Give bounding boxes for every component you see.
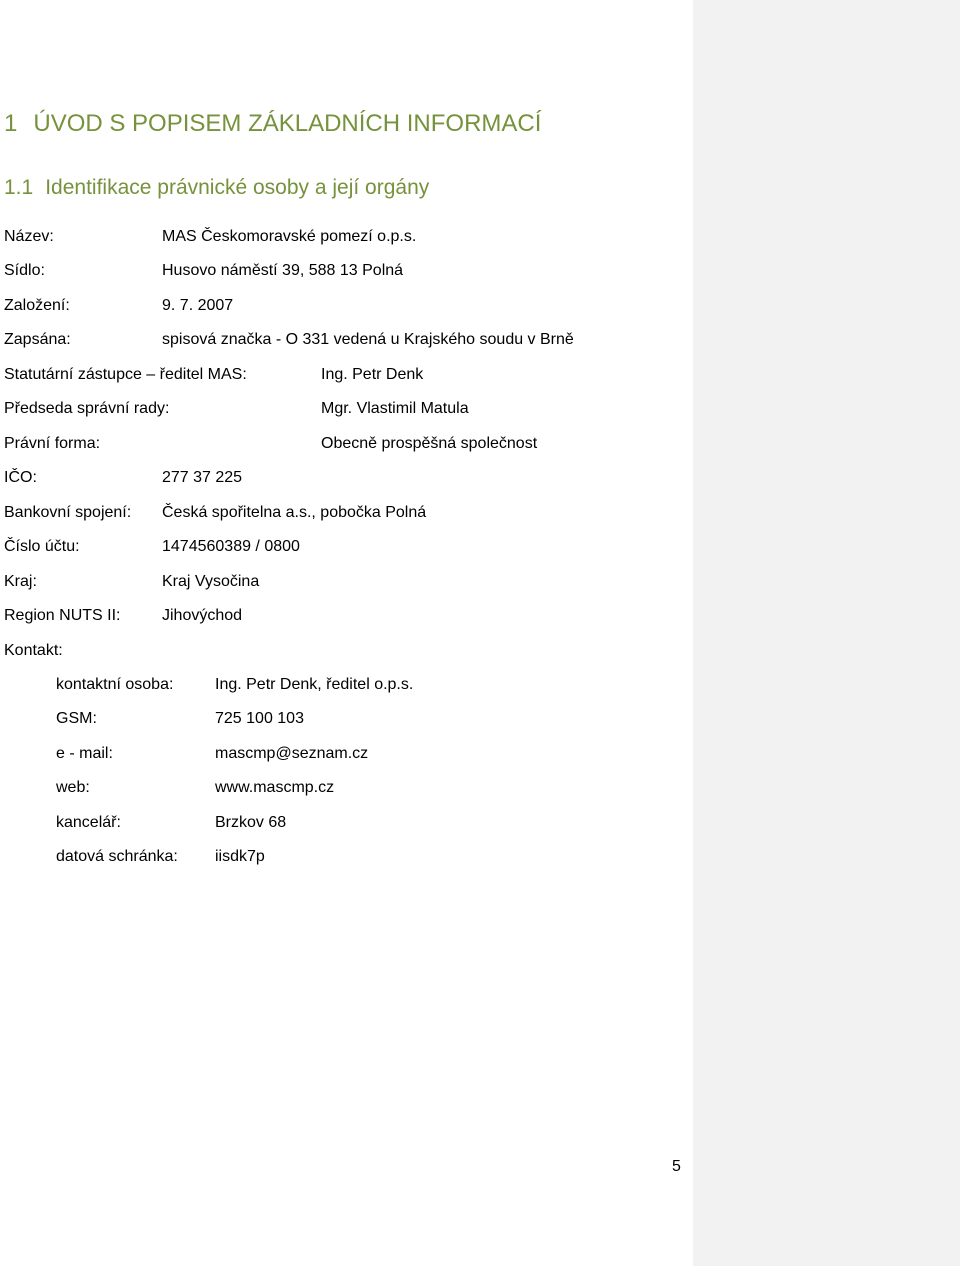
field-label: Založení: <box>4 297 70 314</box>
comment-margin-panel <box>693 0 960 1266</box>
field-label: Sídlo: <box>4 262 45 279</box>
field-label: Statutární zástupce – ředitel MAS: <box>4 366 247 383</box>
field-value: Husovo náměstí 39, 588 13 Polná <box>162 262 404 279</box>
field-label: IČO: <box>4 469 37 486</box>
field-value: MAS Českomoravské pomezí o.p.s. <box>162 228 417 245</box>
contact-value: Brzkov 68 <box>215 814 287 831</box>
heading-1 <box>4 110 541 138</box>
field-value: 9. 7. 2007 <box>162 297 234 314</box>
field-value: Česká spořitelna a.s., pobočka Polná <box>162 504 427 521</box>
contact-label: datová schránka: <box>56 848 178 865</box>
page-number: 5 <box>672 1158 681 1175</box>
field-label: Název: <box>4 228 54 245</box>
contact-value: www.mascmp.cz <box>215 779 335 796</box>
contact-label: web: <box>56 779 90 796</box>
field-label: Region NUTS II: <box>4 607 121 624</box>
contact-label: kancelář: <box>56 814 121 831</box>
heading-2-number: 1.1 <box>4 176 34 199</box>
field-label: Kontakt: <box>4 642 63 659</box>
contact-value: Ing. Petr Denk, ředitel o.p.s. <box>215 676 414 693</box>
field-label: Číslo účtu: <box>4 538 80 555</box>
field-value: 1474560389 / 0800 <box>162 538 300 555</box>
heading-2-text: Identifikace právnické osoby a její orgány <box>45 176 430 199</box>
contact-label: e - mail: <box>56 745 113 762</box>
heading-1-number: 1 <box>4 110 18 137</box>
field-value: Ing. Petr Denk <box>321 366 424 383</box>
field-label: Bankovní spojení: <box>4 504 132 521</box>
contact-label: kontaktní osoba: <box>56 676 174 693</box>
field-value: Obecně prospěšná společnost <box>321 435 538 452</box>
contact-label: GSM: <box>56 710 97 727</box>
field-value: spisová značka - O 331 vedená u Krajského soudu v Brně <box>162 331 574 348</box>
heading-1-text: ÚVOD S POPISEM ZÁKLADNÍCH INFORMACÍ <box>33 110 542 137</box>
heading-2 <box>4 176 429 200</box>
field-value: Mgr. Vlastimil Matula <box>321 400 469 417</box>
field-label: Zapsána: <box>4 331 71 348</box>
contact-value: iisdk7p <box>215 848 265 865</box>
field-value: 277 37 225 <box>162 469 243 486</box>
contact-value: mascmp@seznam.cz <box>215 745 369 762</box>
field-value: Kraj Vysočina <box>162 573 260 590</box>
field-label: Předseda správní rady: <box>4 400 170 417</box>
field-label: Právní forma: <box>4 435 101 452</box>
field-label: Kraj: <box>4 573 37 590</box>
contact-value: 725 100 103 <box>215 710 304 727</box>
field-value: Jihovýchod <box>162 607 243 624</box>
